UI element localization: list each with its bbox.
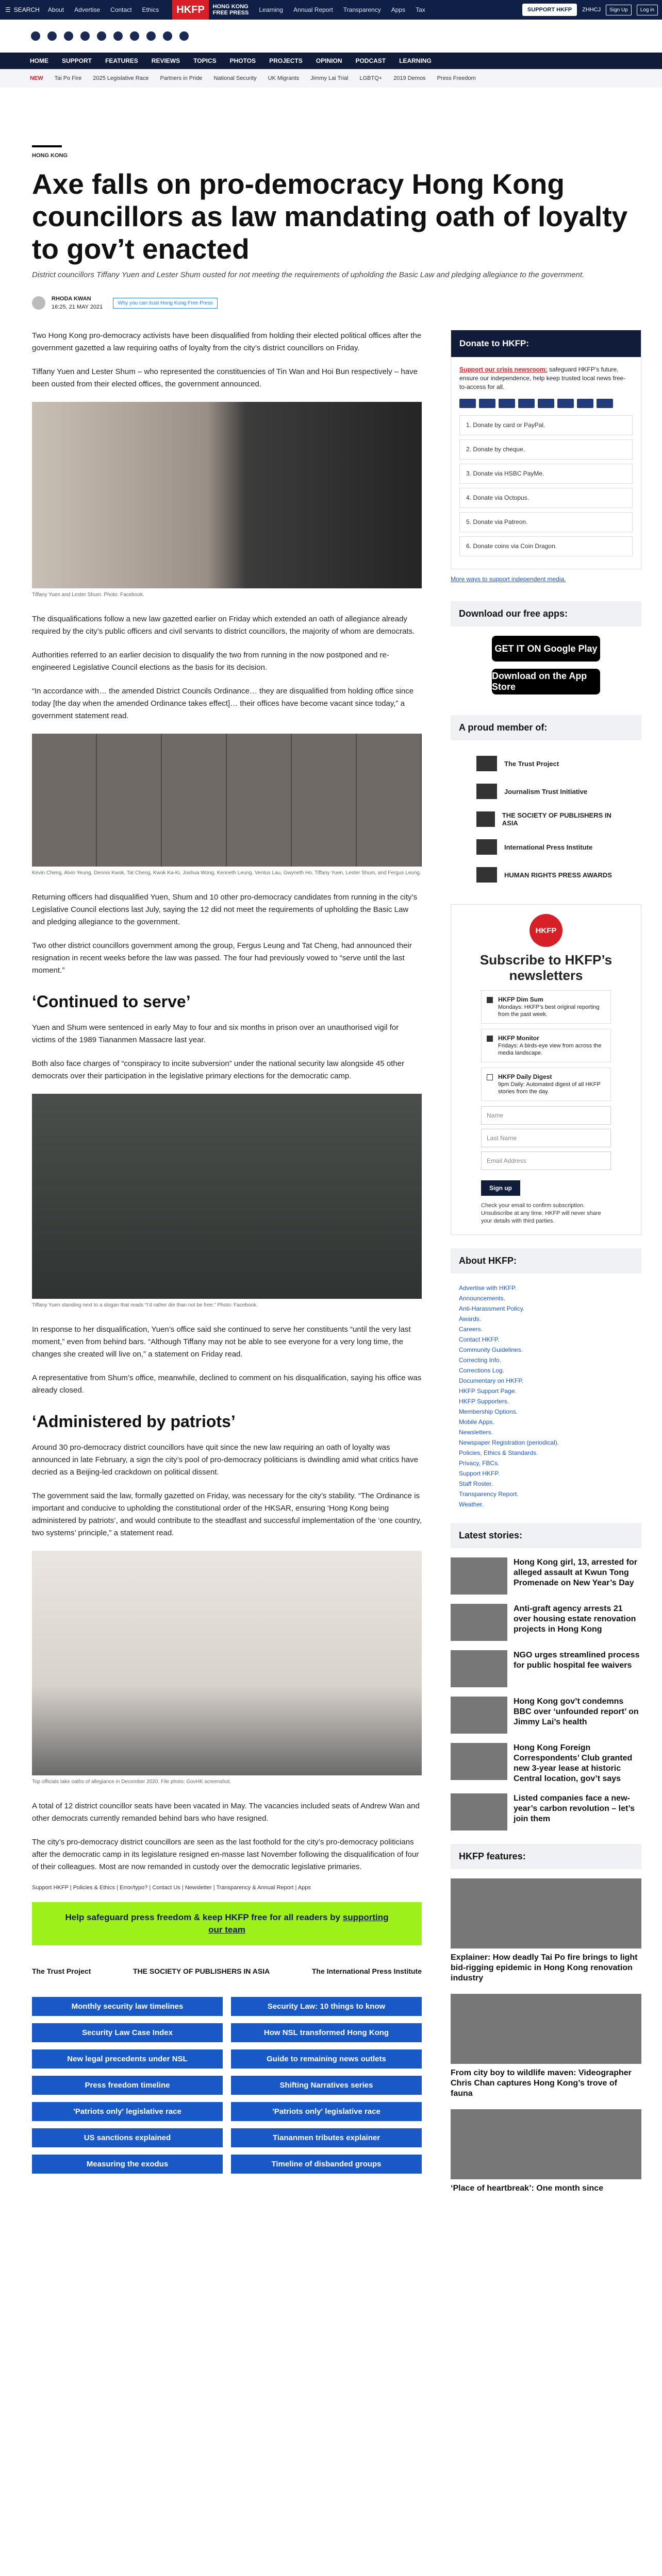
newsletter-note: Check your email to confirm subscription. Unsubscribe at any time. HKFP will never share your details with third parties.: [481, 1202, 601, 1224]
about-link[interactable]: Policies, Ethics & Standards.: [459, 1449, 538, 1456]
sopa-logo[interactable]: THE SOCIETY OF PUBLISHERS IN ASIA: [133, 1967, 270, 1975]
paragraph: Authorities referred to an earlier decision to disqualify the two from running in the now postponed and re-engineered Legislative Council elections as the basis for its decision.: [32, 651, 389, 672]
explainer-button[interactable]: Shifting Narratives series: [231, 2076, 422, 2095]
mastodon-icon[interactable]: [163, 31, 172, 41]
photo-caption: Tiffany Yuen and Lester Shum. Photo: Facebook.: [32, 592, 144, 598]
paypal-icon: [518, 399, 535, 408]
donate-option[interactable]: 3. Donate via HSBC PayMe.: [459, 464, 633, 484]
trending-item[interactable]: 2019 Demos: [393, 75, 426, 81]
story-headline[interactable]: Hong Kong gov’t condemns BBC over ‘unfounded report’ on Jimmy Lai’s health: [514, 1697, 639, 1726]
story-headline[interactable]: Hong Kong girl, 13, arrested for alleged assault at Kwun Tong Promenade on New Year’s Day: [514, 1558, 638, 1587]
top-link-about[interactable]: About: [47, 6, 64, 13]
trending-item[interactable]: Partners in Pride: [160, 75, 203, 81]
payme-icon: [597, 399, 613, 408]
ipi-icon: [476, 839, 497, 855]
search-menu[interactable]: [5, 6, 40, 13]
explainer-button[interactable]: New legal precedents under NSL: [32, 2049, 223, 2069]
checkbox-unchecked[interactable]: [487, 1074, 493, 1080]
mastercard-icon: [479, 399, 495, 408]
about-link[interactable]: Contact HKFP.: [459, 1336, 500, 1343]
about-link[interactable]: Support HKFP.: [459, 1470, 500, 1477]
trending-item[interactable]: 2025 Legislative Race: [93, 75, 149, 81]
nav-projects[interactable]: PROJECTS: [269, 57, 303, 64]
explainer-button[interactable]: 'Patriots only' legislative race: [32, 2102, 223, 2121]
top-links-right: [259, 6, 425, 13]
top-link-advertise[interactable]: Advertise: [74, 6, 101, 13]
newsletter-option[interactable]: [481, 990, 611, 1024]
explainer-button[interactable]: 'Patriots only' legislative race: [231, 2102, 422, 2121]
applepay-icon: [538, 399, 554, 408]
latest-title: Latest stories:: [451, 1523, 641, 1548]
logo-name: [213, 4, 249, 16]
explainer-button[interactable]: US sanctions explained: [32, 2128, 223, 2147]
google-play-button[interactable]: GET IT ON Google Play: [492, 636, 600, 662]
trending-item[interactable]: Tai Po Fire: [54, 75, 82, 81]
explainer-button[interactable]: Press freedom timeline: [32, 2076, 223, 2095]
amex-icon: [499, 399, 515, 408]
about-link[interactable]: Correcting Info.: [459, 1357, 502, 1364]
newsletter-desc: Mondays: HKFP’s best original reporting from the past week.: [498, 1004, 600, 1018]
newsletter-badge: HKFP: [529, 914, 562, 947]
story-headline[interactable]: Listed companies face a new-year’s carbon revolution – let’s join them: [514, 1794, 635, 1823]
bluesky-icon[interactable]: [179, 31, 189, 41]
newsletter-name: HKFP Dim Sum: [498, 996, 543, 1003]
member-title: A proud member of:: [451, 715, 641, 740]
story-thumbnail[interactable]: [451, 1793, 507, 1831]
latest-story[interactable]: [451, 1604, 641, 1641]
trending-item[interactable]: LGBTQ+: [359, 75, 383, 81]
nav-topics[interactable]: TOPICS: [193, 57, 217, 64]
article-photo: [32, 734, 422, 867]
about-link[interactable]: Mobile Apps.: [459, 1418, 494, 1426]
top-link-ethics[interactable]: Ethics: [142, 6, 159, 13]
newsletter-option[interactable]: [481, 1029, 611, 1062]
newsletter-title: Subscribe to HKFP’s newsletters: [479, 952, 613, 983]
story-thumbnail[interactable]: [451, 1604, 507, 1641]
feature-image[interactable]: [451, 2109, 641, 2179]
nav-podcast[interactable]: PODCAST: [355, 57, 386, 64]
paragraph: Two Hong Kong pro-democracy activists have been disqualified from holding their elected political offices after the government gazetted a law requiring oaths of loyalty from the city’s district councillors on Friday.: [32, 331, 422, 352]
visa-icon: [459, 399, 476, 408]
support-banner[interactable]: [32, 1902, 422, 1945]
newsletter-name: HKFP Daily Digest: [498, 1073, 552, 1080]
top-link-tax[interactable]: Tax: [416, 6, 425, 13]
about-link[interactable]: HKFP Support Page.: [459, 1387, 517, 1395]
about-link[interactable]: Newspaper Registration (periodical).: [459, 1439, 559, 1446]
latest-story[interactable]: [451, 1557, 641, 1595]
support-banner-text: Help safeguard press freedom & keep HKFP free for all readers by: [65, 1912, 340, 1922]
latest-story[interactable]: [451, 1697, 641, 1734]
paragraph: A representative from Shum’s office, meanwhile, declined to comment on his disqualification, saying his office was already closed.: [32, 1374, 422, 1395]
member-name: HUMAN RIGHTS PRESS AWARDS: [504, 871, 612, 879]
nav-home[interactable]: HOME: [30, 57, 48, 64]
hrpa-icon: [476, 867, 497, 883]
paragraph: In response to her disqualification, Yuen’s office said she continued to serve her constituents “until the very last moment,” even from behind bars. “Although Tiffany may not be able to see everyone for a very long time, the changes she created will live on,” a statement on Friday read.: [32, 1325, 411, 1359]
about-link[interactable]: Announcements.: [459, 1295, 506, 1302]
donate-title: Donate to HKFP:: [451, 330, 641, 357]
ipi-logo[interactable]: The International Press Institute: [311, 1967, 422, 1975]
photo-caption: Kevin Cheng, Alvin Yeung, Dennis Kwok, Tat Cheng, Kwok Ka-Ki, Joshua Wong, Kenneth Leung, Ventus Lau, Gwyneth Ho, Tiffany Yuen, Lester Shum, and Fergus Leung.: [32, 870, 421, 876]
logo-name-line-1: HONG KONG: [212, 4, 249, 10]
language-switch[interactable]: ZHHCJ: [582, 7, 601, 13]
search-icon[interactable]: ☰: [5, 6, 11, 13]
top-link-contact[interactable]: Contact: [110, 6, 132, 13]
paragraph: Returning officers had disqualified Yuen, Shum and 10 other pro-democracy candidates from running in the city’s Legislative Council elections last July, saying the 12 did not meet the requirements of upholding the Basic Law and pledging allegiance to the government.: [32, 893, 418, 926]
member-logo[interactable]: [451, 777, 641, 805]
donate-box: [451, 330, 641, 569]
donate-option[interactable]: 2. Donate by cheque.: [459, 439, 633, 460]
top-right-actions: [522, 4, 662, 16]
top-bar: [0, 0, 662, 20]
member-name: International Press Institute: [504, 843, 593, 851]
feature-story[interactable]: [451, 2109, 641, 2194]
latest-story[interactable]: [451, 1650, 641, 1687]
explainer-button[interactable]: Monthly security law timelines: [32, 1997, 223, 2016]
paragraph: A total of 12 district councillor seats have been vacated in May. The vacancies included seats of Andrew Wan and other democrats currently remanded behind bars who have resigned.: [32, 1802, 420, 1823]
nav-features[interactable]: FEATURES: [105, 57, 138, 64]
donate-option[interactable]: 1. Donate by card or PayPal.: [459, 415, 633, 435]
top-link-learning[interactable]: Learning: [259, 6, 284, 13]
donate-option[interactable]: 5. Donate via Patreon.: [459, 512, 633, 532]
explainer-button[interactable]: Security Law: 10 things to know: [231, 1997, 422, 2016]
trending-item[interactable]: Press Freedom: [437, 75, 476, 81]
explainer-button[interactable]: Security Law Case Index: [32, 2023, 223, 2042]
story-thumbnail[interactable]: [451, 1650, 507, 1687]
about-link[interactable]: Awards.: [459, 1315, 482, 1323]
facebook-icon[interactable]: [31, 31, 40, 41]
paragraph: “In accordance with… the amended District Councils Ordinance… they are disqualified from holding office since today [the day when the amended Ordinance takes effect]… their offices have become vacant since today,” a government statement read.: [32, 687, 414, 720]
top-links: [48, 6, 159, 13]
more-ways-link[interactable]: More ways to support independent media.: [451, 575, 566, 583]
features-title: HKFP features:: [451, 1844, 641, 1869]
nav-reviews[interactable]: REVIEWS: [151, 57, 180, 64]
photo-caption: Tiffany Yuen standing next to a slogan that reads “I’d rather die than not be free.” Photo: Facebook.: [32, 1302, 258, 1308]
unionpay-icon: [577, 399, 593, 408]
payment-icons: [459, 399, 633, 408]
explainer-button[interactable]: Timeline of disbanded groups: [231, 2155, 422, 2174]
newsletter-desc: 9pm Daily: Automated digest of all HKFP stories from the day.: [498, 1081, 601, 1095]
author-name[interactable]: RHODA KWAN: [52, 296, 91, 302]
telegram-icon[interactable]: [146, 31, 156, 41]
feature-headline[interactable]: ‘Place of heartbreak’: One month since: [451, 2184, 604, 2193]
member-name: Journalism Trust Initiative: [504, 787, 588, 795]
logo-mark[interactable]: HKFP: [172, 0, 208, 20]
about-link[interactable]: Privacy, FBCs.: [459, 1460, 500, 1467]
paragraph: Two other district councillors government among the group, Fergus Leung and Tat Cheng, had announced their resignation in recent weeks before the law was passed. The four had previously vowed to “serve until the last moment.”: [32, 941, 412, 975]
feature-story[interactable]: [451, 1994, 641, 2099]
youtube-icon[interactable]: [113, 31, 123, 41]
section-heading: ‘Administered by patriots’: [32, 1412, 236, 1431]
paragraph: The city’s pro-democracy district councillors are seen as the last foothold for the city’s pro-democracy politicians after the democratic camp in its legislature resigned en-masse last November following the disqualification of four of their colleagues. Most are now remanded in custody over the democratic legislative primaries.: [32, 1838, 419, 1871]
story-headline[interactable]: Anti-graft agency arrests 21 over housing estate renovation projects in Hong Kong: [514, 1604, 636, 1634]
donate-option[interactable]: 6. Donate coins via Coin Dragon.: [459, 536, 633, 556]
nav-photos[interactable]: PHOTOS: [229, 57, 256, 64]
apps-title: Download our free apps:: [451, 601, 641, 626]
section-divider: [32, 145, 62, 147]
explainer-button[interactable]: Measuring the exodus: [32, 2155, 223, 2174]
about-link[interactable]: HKFP Supporters.: [459, 1398, 509, 1405]
feature-image[interactable]: [451, 1994, 641, 2064]
article-section[interactable]: HONG KONG: [32, 152, 68, 159]
twitter-icon[interactable]: [47, 31, 57, 41]
email-field[interactable]: Email Address: [481, 1151, 611, 1170]
name-field[interactable]: Name: [481, 1106, 611, 1125]
donate-option[interactable]: 4. Donate via Octopus.: [459, 488, 633, 508]
top-link-apps[interactable]: Apps: [391, 6, 406, 13]
about-link[interactable]: Weather.: [459, 1501, 484, 1508]
newsletter-box: [451, 904, 641, 1235]
member-name: THE SOCIETY OF PUBLISHERS IN ASIA: [502, 811, 611, 827]
about-links: [451, 1283, 641, 1510]
trending-bar: [0, 69, 662, 88]
about-link[interactable]: Staff Roster.: [459, 1480, 493, 1487]
paragraph: The disqualifications follow a new law gazetted earlier on Friday which extended an oath of allegiance already required by the city’s public officers and civil servants to district councillors, the majority of whom are democrats.: [32, 615, 415, 636]
about-link[interactable]: Advertise with HKFP.: [459, 1284, 517, 1292]
member-name: The Trust Project: [504, 759, 559, 768]
about-link[interactable]: Documentary on HKFP.: [459, 1377, 524, 1384]
nav-opinion[interactable]: OPINION: [316, 57, 342, 64]
paragraph: The government said the law, formally gazetted on Friday, was necessary for the city’s stability. “The Ordinance is important and conducive to upholding the constitutional order of the HKSAR, ensuring ‘Hong Kong being administered by patriots’, and would contribute to the steadfast and successful implementation of the ‘one country, two systems’ principle,” a statement read.: [32, 1492, 422, 1537]
explainer-button[interactable]: How NSL transformed Hong Kong: [231, 2023, 422, 2042]
why-trust-link[interactable]: Why you can trust Hong Kong Free Press: [113, 298, 218, 309]
explainer-grid: [32, 1997, 422, 2174]
about-link[interactable]: Careers.: [459, 1326, 483, 1333]
member-logo[interactable]: [451, 861, 641, 889]
author-avatar: [32, 296, 45, 310]
article-photo: [32, 1551, 422, 1775]
threads-icon[interactable]: [80, 31, 90, 41]
instagram-icon[interactable]: [64, 31, 73, 41]
nav-learning[interactable]: LEARNING: [399, 57, 432, 64]
about-link[interactable]: Newsletters.: [459, 1429, 493, 1436]
article-photo: [32, 1094, 422, 1299]
member-logo[interactable]: [451, 750, 641, 777]
checkbox-checked[interactable]: [487, 997, 493, 1003]
article-title: Axe falls on pro-democracy Hong Kong councillors as law mandating oath of loyalty to gov’t enacted: [32, 168, 628, 265]
member-logo[interactable]: [451, 833, 641, 861]
latest-story[interactable]: [451, 1793, 641, 1831]
newsletter-name: HKFP Monitor: [498, 1035, 539, 1042]
support-button[interactable]: SUPPORT HKFP: [522, 4, 577, 16]
signup-button[interactable]: Sign Up: [606, 5, 632, 15]
byline: [32, 295, 630, 311]
article-subhead: District councillors Tiffany Yuen and Lester Shum ousted for not meeting the requirements of upholding the Basic Law and pledging allegiance to the government.: [32, 270, 585, 279]
story-thumbnail[interactable]: [451, 1697, 507, 1734]
feature-headline[interactable]: From city boy to wildlife maven: Videographer Chris Chan captures Hong Kong’s trove of fauna: [451, 2069, 632, 2098]
article-footer-links[interactable]: Support HKFP | Policies & Ethics | Error/typo? | Contact Us | Newsletter | Transparency & Annual Report | Apps: [32, 1885, 311, 1891]
story-thumbnail[interactable]: [451, 1557, 507, 1595]
paragraph: Yuen and Shum were sentenced in early May to four and six months in prison over an unauthorised vigil for victims of the 1989 Tiananmen Massacre last year.: [32, 1023, 399, 1044]
app-store-button[interactable]: Download on the App Store: [492, 669, 600, 694]
paragraph: Tiffany Yuen and Lester Shum – who represented the constituencies of Tin Wan and Hoi Bun respectively – have been ousted from their elected offices, the government announced.: [32, 367, 418, 388]
trust-project-icon: [476, 756, 497, 771]
sopa-icon: [476, 811, 495, 827]
member-logo[interactable]: [451, 805, 641, 833]
support-banner-link[interactable]: supporting our team: [208, 1912, 389, 1935]
main-nav: [0, 53, 662, 69]
trending-item[interactable]: UK Migrants: [268, 75, 300, 81]
email-icon[interactable]: [130, 31, 139, 41]
login-button[interactable]: Log in: [637, 5, 658, 15]
jti-icon: [476, 784, 497, 799]
story-headline[interactable]: Hong Kong Foreign Correspondents’ Club granted new 3-year lease at historic Central location, gov’t says: [514, 1743, 633, 1783]
paragraph: Both also face charges of “conspiracy to incite subversion” under the national security law alongside 45 other democrats over their participation in the legislative primary elections for the democratic camp.: [32, 1059, 405, 1080]
donate-text: safeguard HKFP’s future, ensure our independence, help keep trusted local news free-to-access for all.: [459, 366, 626, 391]
about-link[interactable]: Transparency Report.: [459, 1490, 519, 1498]
feature-image[interactable]: [451, 1878, 641, 1948]
about-title: About HKFP:: [451, 1248, 641, 1274]
trending-item[interactable]: National Security: [213, 75, 257, 81]
googlepay-icon: [557, 399, 574, 408]
story-headline[interactable]: NGO urges streamlined process for public hospital fee waivers: [514, 1651, 640, 1670]
trending-new-label: NEW: [30, 75, 43, 81]
social-icons: [0, 20, 662, 53]
article-body: [32, 330, 422, 2204]
explainer-button[interactable]: Guide to remaining news outlets: [231, 2049, 422, 2069]
checkbox-checked[interactable]: [487, 1036, 493, 1042]
last-name-field[interactable]: Last Name: [481, 1129, 611, 1147]
top-link-annual-report[interactable]: Annual Report: [293, 6, 333, 13]
about-link[interactable]: Anti-Harassment Policy.: [459, 1305, 525, 1312]
about-link[interactable]: Corrections Log.: [459, 1367, 505, 1374]
feature-headline[interactable]: Explainer: How deadly Tai Po fire brings to light bid-rigging epidemic in Hong Kong renovation industry: [451, 1953, 638, 1982]
content-area: [0, 330, 662, 2204]
explainer-button[interactable]: Tiananmen tributes explainer: [231, 2128, 422, 2147]
publish-date: 16:25, 21 MAY 2021: [52, 304, 103, 310]
trending-item[interactable]: Jimmy Lai Trial: [310, 75, 349, 81]
feature-story[interactable]: [451, 1878, 641, 1984]
nav-support[interactable]: SUPPORT: [62, 57, 92, 64]
article-header: [0, 145, 662, 311]
trust-project-logo[interactable]: The Trust Project: [32, 1967, 91, 1975]
linkedin-icon[interactable]: [97, 31, 106, 41]
article-photo: [32, 402, 422, 588]
latest-story[interactable]: [451, 1743, 641, 1784]
sidebar: [451, 330, 641, 2204]
section-heading: ‘Continued to serve’: [32, 992, 191, 1011]
newsletter-option[interactable]: [481, 1067, 611, 1101]
paragraph: Around 30 pro-democracy district councillors have quit since the new law requiring an oath of loyalty was announced in late February, a sign the city’s pool of pro-democracy politicians is dwindling amid what critics have decried as a Beijing-led crackdown on political dissent.: [32, 1443, 418, 1477]
story-thumbnail[interactable]: [451, 1743, 507, 1780]
newsletter-signup-button[interactable]: Sign up: [481, 1180, 520, 1196]
trust-logos: [32, 1961, 422, 1981]
logo-name-line-2: FREE PRESS: [212, 10, 249, 16]
site-logo[interactable]: [172, 0, 249, 20]
about-link[interactable]: Membership Options.: [459, 1408, 518, 1415]
byline-meta: [52, 295, 103, 311]
donate-lead[interactable]: Support our crisis newsroom:: [459, 366, 548, 373]
donate-body: [451, 357, 641, 569]
photo-caption: Top officials take oaths of allegiance in December 2020. File photo: GovHK screenshot.: [32, 1779, 231, 1785]
newsletter-desc: Fridays: A birds-eye view from across the media landscape.: [498, 1043, 602, 1056]
top-link-transparency[interactable]: Transparency: [343, 6, 381, 13]
about-link[interactable]: Community Guidelines.: [459, 1346, 523, 1353]
search-label[interactable]: SEARCH: [13, 6, 40, 13]
